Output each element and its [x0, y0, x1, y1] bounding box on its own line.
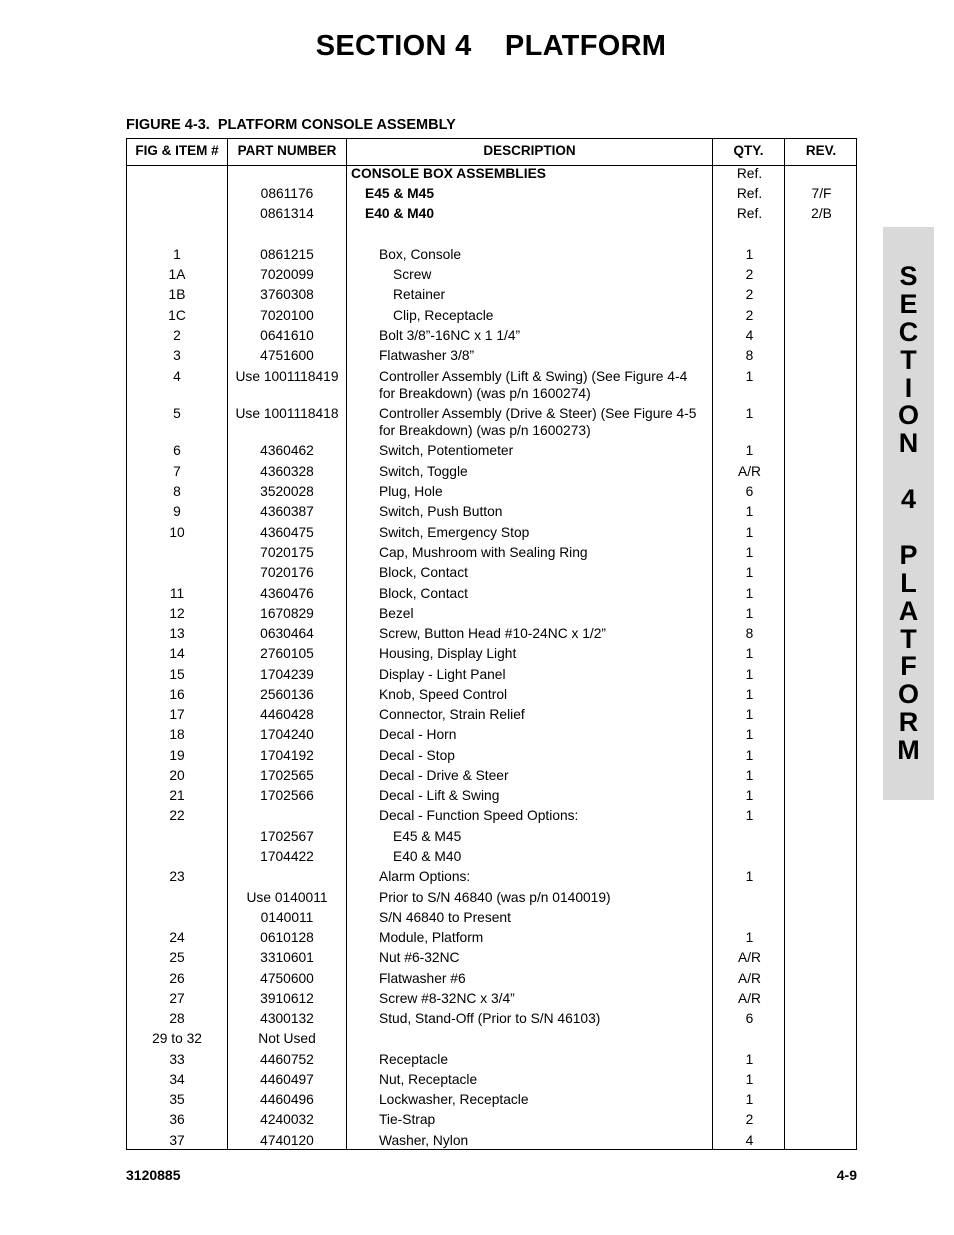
- part-number-cell: 7020100: [260, 308, 314, 323]
- item-number-cell: 19: [169, 748, 185, 763]
- description-cell: S/N 46840 to Present: [379, 910, 511, 925]
- item-number-cell: 27: [169, 991, 185, 1006]
- item-number-cell: 12: [169, 606, 185, 621]
- description-cell: Decal - Drive & Steer: [379, 768, 509, 783]
- part-number-cell: 4360476: [260, 586, 314, 601]
- part-number-cell: Use 0140011: [246, 890, 328, 905]
- part-number-cell: 1704239: [260, 667, 314, 682]
- description-cell: E45 & M45: [365, 186, 435, 201]
- item-number-cell: 13: [169, 626, 185, 641]
- part-number-cell: 4740120: [260, 1133, 314, 1148]
- item-number-cell: 15: [169, 667, 185, 682]
- part-number-cell: 1704240: [260, 727, 314, 742]
- qty-cell: 6: [745, 1011, 754, 1026]
- part-number-cell: 1704192: [260, 748, 314, 763]
- qty-cell: Ref.: [736, 206, 763, 221]
- item-number-cell: 4: [173, 369, 181, 384]
- description-cell: Alarm Options:: [379, 869, 471, 884]
- qty-cell: 6: [745, 484, 754, 499]
- qty-cell: Ref.: [736, 186, 763, 201]
- qty-cell: 1: [745, 443, 754, 458]
- item-number-cell: 35: [169, 1092, 185, 1107]
- side-tab-letter: 4: [900, 484, 917, 515]
- side-tab-letter: E: [899, 288, 918, 319]
- qty-cell: 1: [745, 369, 754, 384]
- item-number-cell: 34: [169, 1072, 185, 1087]
- description-cell: Switch, Toggle: [379, 464, 468, 479]
- header-part-number: PART NUMBER: [237, 143, 337, 158]
- qty-cell: A/R: [738, 464, 761, 479]
- part-number-cell: 0861314: [260, 206, 314, 221]
- part-number-cell: Use 1001118418: [235, 406, 339, 421]
- side-tab-letter: N: [898, 428, 919, 459]
- qty-cell: A/R: [738, 950, 761, 965]
- qty-cell: 1: [745, 808, 754, 823]
- qty-cell: 1: [745, 545, 754, 560]
- description-cell: Connector, Strain Relief: [379, 707, 525, 722]
- item-number-cell: 21: [169, 788, 185, 803]
- part-number-cell: 4300132: [260, 1011, 314, 1026]
- qty-cell: 1: [745, 1052, 754, 1067]
- description-cell: Plug, Hole: [379, 484, 443, 499]
- description-cell: CONSOLE BOX ASSEMBLIES: [351, 166, 546, 181]
- qty-cell: 1: [745, 586, 754, 601]
- part-number-cell: Not Used: [258, 1031, 316, 1046]
- description-cell: Decal - Stop: [379, 748, 455, 763]
- qty-cell: 1: [745, 788, 754, 803]
- qty-cell: 1: [745, 646, 754, 661]
- description-cell: Stud, Stand-Off (Prior to S/N 46103): [379, 1011, 601, 1026]
- part-number-cell: 1670829: [260, 606, 314, 621]
- part-number-cell: 1702565: [260, 768, 314, 783]
- item-number-cell: 2: [173, 328, 181, 343]
- item-number-cell: 7: [173, 464, 181, 479]
- part-number-cell: 0641610: [260, 328, 314, 343]
- qty-cell: 1: [745, 606, 754, 621]
- item-number-cell: 33: [169, 1052, 185, 1067]
- part-number-cell: 4460497: [260, 1072, 314, 1087]
- description-cell: Decal - Function Speed Options:: [379, 808, 579, 823]
- part-number-cell: 7020176: [260, 565, 314, 580]
- side-tab-letter: F: [900, 651, 917, 682]
- description-cell: Flatwasher 3/8”: [379, 348, 475, 363]
- description-cell: Prior to S/N 46840 (was p/n 0140019): [379, 890, 611, 905]
- item-number-cell: 28: [169, 1011, 185, 1026]
- part-number-cell: 3310601: [260, 950, 314, 965]
- item-number-cell: 37: [169, 1133, 185, 1148]
- part-number-cell: 2560136: [260, 687, 314, 702]
- header-rev: REV.: [805, 143, 837, 158]
- side-tab-letter: P: [899, 539, 918, 570]
- qty-cell: 1: [745, 768, 754, 783]
- description-cell: Controller Assembly (Lift & Swing) (See Figure 4-4: [379, 369, 688, 384]
- rev-cell: 7/F: [811, 186, 832, 201]
- qty-cell: 1: [745, 748, 754, 763]
- qty-cell: 8: [745, 626, 754, 641]
- item-number-cell: 26: [169, 971, 185, 986]
- description-cell: E45 & M45: [393, 829, 462, 844]
- qty-cell: 1: [745, 667, 754, 682]
- qty-cell: 1: [745, 406, 754, 421]
- side-tab-letter: A: [898, 595, 919, 626]
- qty-cell: 1: [745, 247, 754, 262]
- part-number-cell: 3910612: [260, 991, 314, 1006]
- qty-cell: 1: [745, 930, 754, 945]
- description-cell: Switch, Push Button: [379, 504, 503, 519]
- part-number-cell: 1702567: [260, 829, 314, 844]
- side-tab-letter: I: [904, 372, 913, 403]
- description-cell: Module, Platform: [379, 930, 484, 945]
- description-cell: Decal - Lift & Swing: [379, 788, 500, 803]
- description-cell: Display - Light Panel: [379, 667, 506, 682]
- item-number-cell: 1A: [168, 267, 186, 282]
- item-number-cell: 1: [173, 247, 181, 262]
- item-number-cell: 23: [169, 869, 185, 884]
- part-number-cell: 4360328: [260, 464, 314, 479]
- description-cell: Clip, Receptacle: [393, 308, 494, 323]
- qty-cell: 1: [745, 565, 754, 580]
- header-qty: QTY.: [733, 143, 764, 158]
- description-cell: Tie-Strap: [379, 1112, 436, 1127]
- item-number-cell: 6: [173, 443, 181, 458]
- part-number-cell: 4460752: [260, 1052, 314, 1067]
- description-cell: Nut #6-32NC: [379, 950, 460, 965]
- qty-cell: 2: [745, 308, 754, 323]
- parts-table: [126, 138, 857, 1150]
- qty-cell: Ref.: [736, 166, 763, 181]
- description-cell: Knob, Speed Control: [379, 687, 508, 702]
- header-description: DESCRIPTION: [483, 143, 576, 158]
- qty-cell: A/R: [738, 991, 761, 1006]
- description-cell: Block, Contact: [379, 586, 468, 601]
- part-number-cell: 4360387: [260, 504, 314, 519]
- item-number-cell: 11: [169, 586, 185, 601]
- side-tab-letter: M: [897, 735, 920, 766]
- page-title: SECTION 4 PLATFORM: [315, 30, 667, 62]
- part-number-cell: 3520028: [260, 484, 314, 499]
- description-cell: E40 & M40: [365, 206, 435, 221]
- qty-cell: 1: [745, 1092, 754, 1107]
- part-number-cell: 4751600: [260, 348, 314, 363]
- document-number: 3120885: [126, 1167, 181, 1183]
- description-cell-continued: for Breakdown) (was p/n 1600273): [379, 423, 591, 438]
- item-number-cell: 20: [169, 768, 185, 783]
- qty-cell: 2: [745, 287, 754, 302]
- description-cell: Decal - Horn: [379, 727, 457, 742]
- side-tab-letter: O: [897, 400, 919, 431]
- description-cell: Housing, Display Light: [379, 646, 517, 661]
- qty-cell: 4: [745, 328, 754, 343]
- item-number-cell: 1B: [168, 287, 186, 302]
- description-cell: Washer, Nylon: [379, 1133, 469, 1148]
- item-number-cell: 16: [169, 687, 185, 702]
- qty-cell: 1: [745, 727, 754, 742]
- item-number-cell: 10: [169, 525, 185, 540]
- part-number-cell: 4750600: [260, 971, 314, 986]
- part-number-cell: 4460496: [260, 1092, 314, 1107]
- qty-cell: 1: [745, 707, 754, 722]
- item-number-cell: 5: [173, 406, 181, 421]
- item-number-cell: 14: [169, 646, 185, 661]
- description-cell: Screw: [393, 267, 432, 282]
- description-cell: Cap, Mushroom with Sealing Ring: [379, 545, 588, 560]
- item-number-cell: 24: [169, 930, 185, 945]
- side-tab-letter: R: [898, 707, 919, 738]
- qty-cell: 2: [745, 1112, 754, 1127]
- description-cell: Lockwasher, Receptacle: [379, 1092, 529, 1107]
- qty-cell: 1: [745, 1072, 754, 1087]
- qty-cell: 1: [745, 869, 754, 884]
- part-number-cell: 0861176: [260, 186, 314, 201]
- description-cell: Block, Contact: [379, 565, 468, 580]
- item-number-cell: 25: [169, 950, 185, 965]
- description-cell: Nut, Receptacle: [379, 1072, 478, 1087]
- description-cell: Receptacle: [379, 1052, 449, 1067]
- description-cell: Screw, Button Head #10-24NC x 1/2”: [379, 626, 607, 641]
- column-divider: [346, 139, 347, 1149]
- description-cell: Controller Assembly (Drive & Steer) (See Figure 4-5: [379, 406, 697, 421]
- rev-cell: 2/B: [811, 206, 832, 221]
- header-item: FIG & ITEM #: [135, 143, 219, 158]
- description-cell: Switch, Potentiometer: [379, 443, 514, 458]
- part-number-cell: 7020175: [260, 545, 314, 560]
- item-number-cell: 8: [173, 484, 181, 499]
- description-cell: Bolt 3/8”-16NC x 1 1/4”: [379, 328, 521, 343]
- side-tab-letter: T: [900, 623, 917, 654]
- description-cell: Switch, Emergency Stop: [379, 525, 530, 540]
- description-cell-continued: for Breakdown) (was p/n 1600274): [379, 386, 591, 401]
- description-cell: Flatwasher #6: [379, 971, 466, 986]
- part-number-cell: Use 1001118419: [235, 369, 339, 384]
- part-number-cell: 4360475: [260, 525, 314, 540]
- item-number-cell: 29 to 32: [152, 1031, 202, 1046]
- side-tab-letter: [883, 514, 934, 542]
- part-number-cell: 0140011: [260, 910, 314, 925]
- page-number: 4-9: [836, 1167, 857, 1183]
- description-cell: Retainer: [393, 287, 446, 302]
- description-cell: Screw #8-32NC x 3/4”: [379, 991, 515, 1006]
- part-number-cell: 4360462: [260, 443, 314, 458]
- qty-cell: 1: [745, 525, 754, 540]
- part-number-cell: 1704422: [260, 849, 314, 864]
- side-tab-letter: L: [900, 567, 917, 598]
- part-number-cell: 0861215: [260, 247, 314, 262]
- item-number-cell: 22: [169, 808, 185, 823]
- item-number-cell: 18: [169, 727, 185, 742]
- description-cell: Box, Console: [379, 247, 462, 262]
- part-number-cell: 4240032: [260, 1112, 314, 1127]
- part-number-cell: 0630464: [260, 626, 314, 641]
- item-number-cell: 1C: [168, 308, 186, 323]
- figure-caption: FIGURE 4-3. PLATFORM CONSOLE ASSEMBLY: [126, 117, 456, 133]
- qty-cell: 1: [745, 687, 754, 702]
- item-number-cell: 3: [173, 348, 181, 363]
- description-cell: E40 & M40: [393, 849, 462, 864]
- qty-cell: 1: [745, 504, 754, 519]
- side-tab-letter: S: [899, 261, 918, 291]
- side-tab-letter: [883, 458, 934, 486]
- part-number-cell: 3760308: [260, 287, 314, 302]
- part-number-cell: 0610128: [260, 930, 314, 945]
- side-tab-letter: T: [900, 344, 917, 375]
- part-number-cell: 2760105: [260, 646, 314, 661]
- qty-cell: 4: [745, 1133, 754, 1148]
- side-tab-text: [883, 263, 934, 765]
- item-number-cell: 17: [169, 707, 185, 722]
- part-number-cell: 4460428: [260, 707, 314, 722]
- side-tab-letter: O: [897, 679, 919, 710]
- item-number-cell: 36: [169, 1112, 185, 1127]
- side-tab-letter: C: [898, 316, 919, 347]
- item-number-cell: 9: [173, 504, 181, 519]
- qty-cell: 8: [745, 348, 754, 363]
- part-number-cell: 1702566: [260, 788, 314, 803]
- qty-cell: A/R: [738, 971, 761, 986]
- section-side-tab: [883, 227, 934, 800]
- description-cell: Bezel: [379, 606, 414, 621]
- qty-cell: 2: [745, 267, 754, 282]
- part-number-cell: 7020099: [260, 267, 314, 282]
